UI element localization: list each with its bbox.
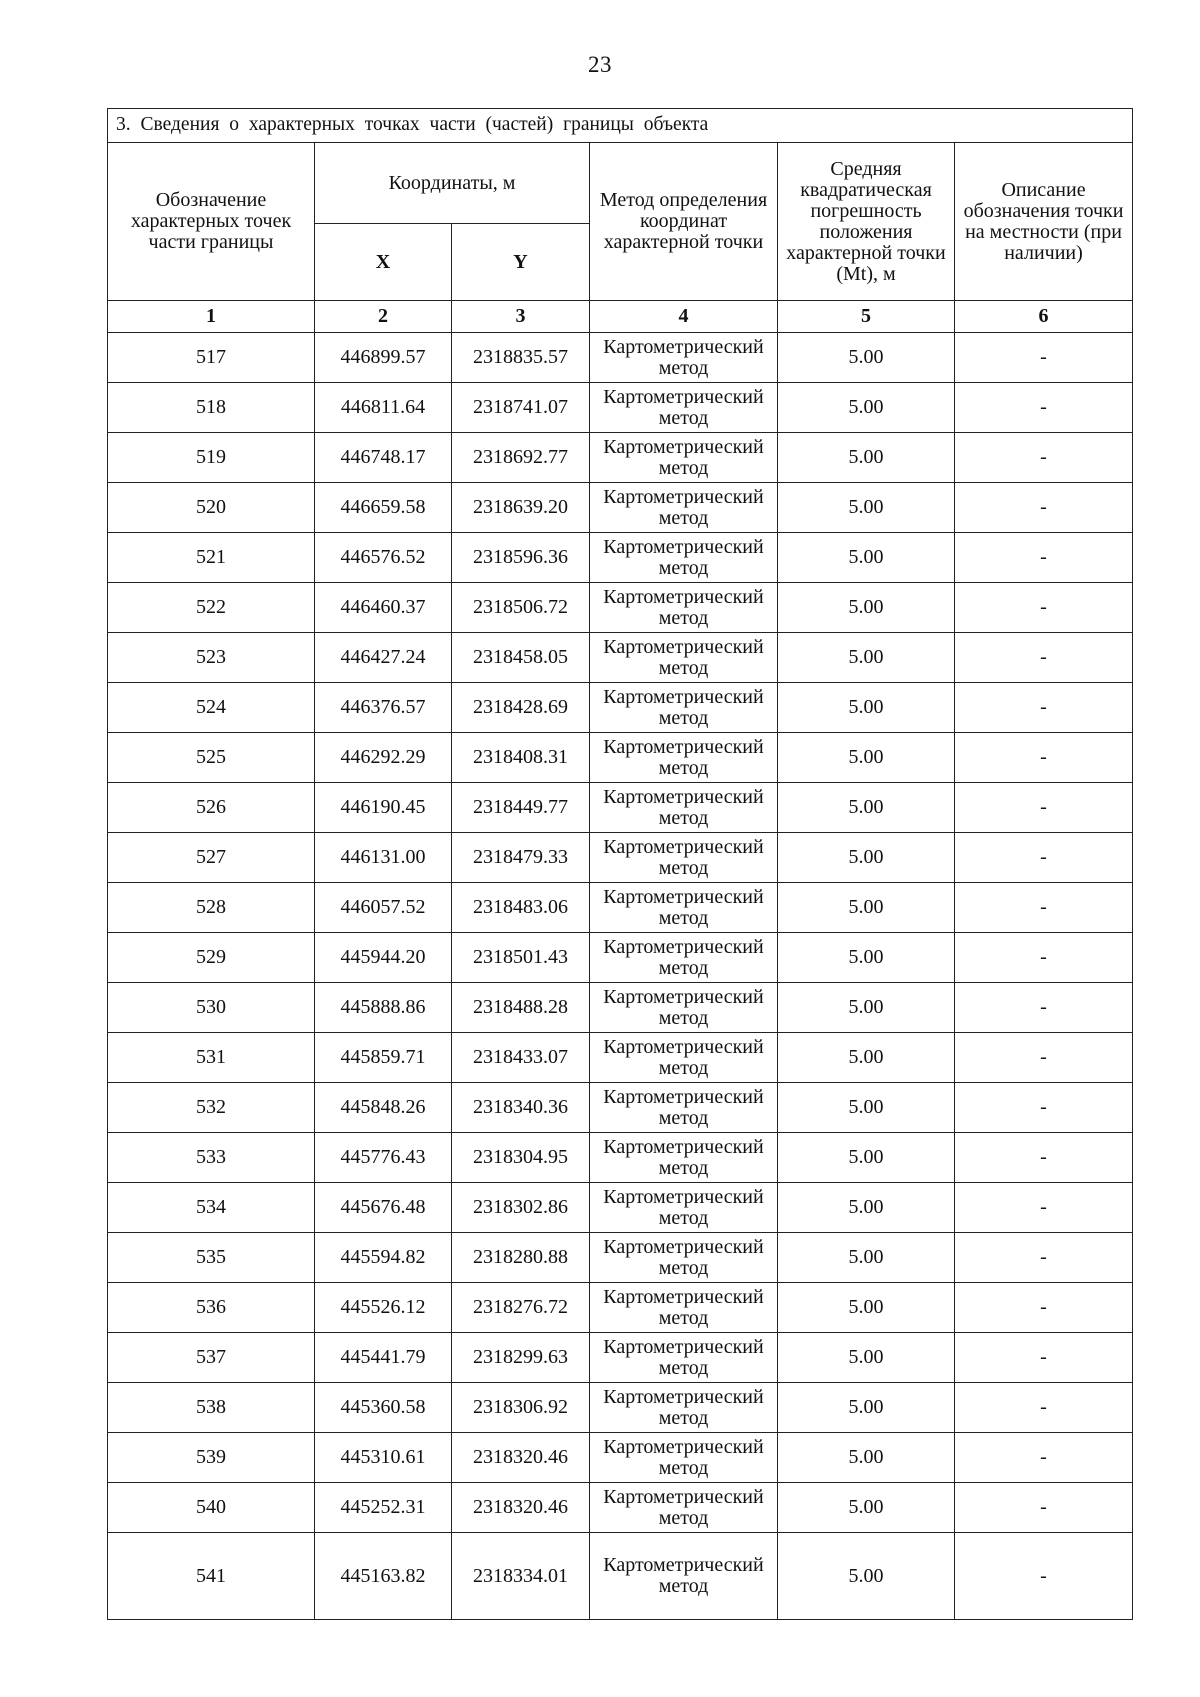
method-line-2: метод xyxy=(658,856,709,879)
method-line-2: метод xyxy=(658,1056,709,1079)
mt-value: 5.00 xyxy=(778,733,955,783)
table-row xyxy=(108,933,1133,983)
method-cell xyxy=(590,533,778,583)
method-line-1: Картометрический xyxy=(603,635,764,658)
header-y: Y xyxy=(452,224,590,301)
coord-x: 446131.00 xyxy=(315,833,452,883)
point-id: 528 xyxy=(108,883,315,933)
coord-x: 446576.52 xyxy=(315,533,452,583)
method-line-1: Картометрический xyxy=(603,1335,764,1358)
column-number: 6 xyxy=(955,301,1133,333)
method-line-1: Картометрический xyxy=(603,385,764,408)
description-value: - xyxy=(955,1233,1133,1283)
coord-x: 445252.31 xyxy=(315,1483,452,1533)
point-id: 541 xyxy=(108,1533,315,1620)
point-id: 525 xyxy=(108,733,315,783)
method-line-2: метод xyxy=(658,1156,709,1179)
point-id: 523 xyxy=(108,633,315,683)
point-id: 520 xyxy=(108,483,315,533)
coord-y: 2318449.77 xyxy=(452,783,590,833)
point-id: 535 xyxy=(108,1233,315,1283)
point-id: 533 xyxy=(108,1133,315,1183)
point-id: 521 xyxy=(108,533,315,583)
mt-value: 5.00 xyxy=(778,1433,955,1483)
description-value: - xyxy=(955,733,1133,783)
method-line-2: метод xyxy=(658,756,709,779)
method-line-2: метод xyxy=(658,656,709,679)
method-line-2: метод xyxy=(658,1575,709,1597)
point-id: 532 xyxy=(108,1083,315,1133)
coord-x: 446376.57 xyxy=(315,683,452,733)
coord-y: 2318304.95 xyxy=(452,1133,590,1183)
description-value: - xyxy=(955,1433,1133,1483)
table-row xyxy=(108,683,1133,733)
mt-value: 5.00 xyxy=(778,983,955,1033)
coord-x: 445441.79 xyxy=(315,1333,452,1383)
table-row xyxy=(108,1133,1133,1183)
description-value: - xyxy=(955,1333,1133,1383)
method-cell xyxy=(590,1083,778,1133)
method-line-2: метод xyxy=(658,806,709,829)
coord-x: 445676.48 xyxy=(315,1183,452,1233)
method-line-1: Картометрический xyxy=(603,1235,764,1258)
method-line-1: Картометрический xyxy=(603,1285,764,1308)
method-cell xyxy=(590,883,778,933)
table-row xyxy=(108,1333,1133,1383)
method-line-2: метод xyxy=(658,1356,709,1379)
coord-x: 445310.61 xyxy=(315,1433,452,1483)
header-designation: Обозначение характерных точек части границы xyxy=(108,143,315,301)
table-row xyxy=(108,633,1133,683)
method-line-2: метод xyxy=(658,906,709,929)
method-line-2: метод xyxy=(658,606,709,629)
table-row xyxy=(108,1483,1133,1533)
description-value: - xyxy=(955,833,1133,883)
coord-x: 445163.82 xyxy=(315,1533,452,1620)
boundary-points-table xyxy=(107,108,1133,1620)
table-row xyxy=(108,1233,1133,1283)
coord-x: 445859.71 xyxy=(315,1033,452,1083)
coord-x: 445594.82 xyxy=(315,1233,452,1283)
method-line-2: метод xyxy=(658,1206,709,1229)
point-id: 536 xyxy=(108,1283,315,1333)
method-cell xyxy=(590,433,778,483)
table-row xyxy=(108,1533,1133,1620)
table-row xyxy=(108,483,1133,533)
mt-value: 5.00 xyxy=(778,1383,955,1433)
mt-value: 5.00 xyxy=(778,783,955,833)
mt-value: 5.00 xyxy=(778,1133,955,1183)
header-error: Средняя квадратическая погрешность положения характерной точки (Mt), м xyxy=(778,143,955,301)
description-value: - xyxy=(955,1183,1133,1233)
method-line-2: метод xyxy=(658,1456,709,1479)
point-id: 537 xyxy=(108,1333,315,1383)
mt-value: 5.00 xyxy=(778,933,955,983)
mt-value: 5.00 xyxy=(778,383,955,433)
description-value: - xyxy=(955,883,1133,933)
method-line-2: метод xyxy=(658,506,709,529)
method-cell xyxy=(590,1383,778,1433)
table-row xyxy=(108,1383,1133,1433)
method-line-1: Картометрический xyxy=(603,1485,764,1508)
table-row xyxy=(108,533,1133,583)
coord-y: 2318306.92 xyxy=(452,1383,590,1433)
mt-value: 5.00 xyxy=(778,583,955,633)
method-cell xyxy=(590,983,778,1033)
description-value: - xyxy=(955,1033,1133,1083)
table-row xyxy=(108,383,1133,433)
table-row xyxy=(108,1033,1133,1083)
method-line-1: Картометрический xyxy=(603,1554,764,1576)
coord-y: 2318639.20 xyxy=(452,483,590,533)
method-cell xyxy=(590,1133,778,1183)
method-cell xyxy=(590,833,778,883)
method-cell xyxy=(590,383,778,433)
coord-y: 2318280.88 xyxy=(452,1233,590,1283)
column-number: 2 xyxy=(315,301,452,333)
point-id: 518 xyxy=(108,383,315,433)
header-description: Описание обозначения точки на местности (при наличии) xyxy=(955,143,1133,301)
coord-y: 2318334.01 xyxy=(452,1533,590,1620)
method-line-1: Картометрический xyxy=(603,1185,764,1208)
mt-value: 5.00 xyxy=(778,1333,955,1383)
coord-y: 2318483.06 xyxy=(452,883,590,933)
coord-x: 445360.58 xyxy=(315,1383,452,1433)
method-line-2: метод xyxy=(658,1406,709,1429)
coord-x: 445944.20 xyxy=(315,933,452,983)
column-number: 5 xyxy=(778,301,955,333)
point-id: 526 xyxy=(108,783,315,833)
point-id: 534 xyxy=(108,1183,315,1233)
method-line-2: метод xyxy=(658,1256,709,1279)
coord-y: 2318479.33 xyxy=(452,833,590,883)
coord-x: 446899.57 xyxy=(315,333,452,383)
coord-x: 446427.24 xyxy=(315,633,452,683)
coord-x: 446460.37 xyxy=(315,583,452,633)
table-row xyxy=(108,433,1133,483)
point-id: 522 xyxy=(108,583,315,633)
description-value: - xyxy=(955,1533,1133,1620)
column-number: 4 xyxy=(590,301,778,333)
method-cell xyxy=(590,633,778,683)
point-id: 540 xyxy=(108,1483,315,1533)
description-value: - xyxy=(955,1483,1133,1533)
table-row xyxy=(108,583,1133,633)
method-cell xyxy=(590,1533,778,1620)
coord-y: 2318506.72 xyxy=(452,583,590,633)
description-value: - xyxy=(955,583,1133,633)
description-value: - xyxy=(955,933,1133,983)
table-row xyxy=(108,1433,1133,1483)
column-number: 1 xyxy=(108,301,315,333)
section-title: 3. Сведения о характерных точках части (частей) границы объекта xyxy=(108,109,1133,143)
method-line-2: метод xyxy=(658,1506,709,1529)
coord-y: 2318408.31 xyxy=(452,733,590,783)
table-row xyxy=(108,783,1133,833)
method-line-1: Картометрический xyxy=(603,1085,764,1108)
method-line-1: Картометрический xyxy=(603,1035,764,1058)
method-line-1: Картометрический xyxy=(603,585,764,608)
point-id: 527 xyxy=(108,833,315,883)
table-row xyxy=(108,883,1133,933)
method-cell xyxy=(590,1183,778,1233)
method-line-2: метод xyxy=(658,556,709,579)
method-line-1: Картометрический xyxy=(603,1385,764,1408)
coord-y: 2318596.36 xyxy=(452,533,590,583)
coord-y: 2318488.28 xyxy=(452,983,590,1033)
coord-y: 2318741.07 xyxy=(452,383,590,433)
header-x: X xyxy=(315,224,452,301)
mt-value: 5.00 xyxy=(778,1283,955,1333)
coord-x: 446190.45 xyxy=(315,783,452,833)
point-id: 519 xyxy=(108,433,315,483)
method-line-2: метод xyxy=(658,1106,709,1129)
mt-value: 5.00 xyxy=(778,833,955,883)
method-line-1: Картометрический xyxy=(603,1435,764,1458)
point-id: 529 xyxy=(108,933,315,983)
table-row xyxy=(108,833,1133,883)
description-value: - xyxy=(955,383,1133,433)
method-line-2: метод xyxy=(658,1306,709,1329)
header-coordinates: Координаты, м xyxy=(315,143,590,224)
coord-y: 2318340.36 xyxy=(452,1083,590,1133)
method-line-1: Картометрический xyxy=(603,535,764,558)
coord-x: 446811.64 xyxy=(315,383,452,433)
method-line-1: Картометрический xyxy=(603,335,764,358)
description-value: - xyxy=(955,433,1133,483)
table-row xyxy=(108,333,1133,383)
column-number-row xyxy=(108,301,1133,333)
method-line-1: Картометрический xyxy=(603,785,764,808)
method-cell xyxy=(590,1283,778,1333)
mt-value: 5.00 xyxy=(778,1233,955,1283)
mt-value: 5.00 xyxy=(778,533,955,583)
method-cell xyxy=(590,1333,778,1383)
description-value: - xyxy=(955,783,1133,833)
mt-value: 5.00 xyxy=(778,1033,955,1083)
method-cell xyxy=(590,1433,778,1483)
method-cell xyxy=(590,1233,778,1283)
method-line-2: метод xyxy=(658,956,709,979)
method-cell xyxy=(590,583,778,633)
table-row xyxy=(108,1083,1133,1133)
point-id: 538 xyxy=(108,1383,315,1433)
coord-y: 2318501.43 xyxy=(452,933,590,983)
coord-y: 2318276.72 xyxy=(452,1283,590,1333)
mt-value: 5.00 xyxy=(778,633,955,683)
method-cell xyxy=(590,733,778,783)
method-line-2: метод xyxy=(658,406,709,429)
description-value: - xyxy=(955,1083,1133,1133)
point-id: 531 xyxy=(108,1033,315,1083)
mt-value: 5.00 xyxy=(778,1183,955,1233)
description-value: - xyxy=(955,1383,1133,1433)
coord-x: 446292.29 xyxy=(315,733,452,783)
method-line-1: Картометрический xyxy=(603,835,764,858)
method-line-1: Картометрический xyxy=(603,935,764,958)
column-number: 3 xyxy=(452,301,590,333)
method-cell xyxy=(590,783,778,833)
method-cell xyxy=(590,1483,778,1533)
description-value: - xyxy=(955,533,1133,583)
coord-x: 446659.58 xyxy=(315,483,452,533)
coord-x: 445848.26 xyxy=(315,1083,452,1133)
method-cell xyxy=(590,933,778,983)
point-id: 524 xyxy=(108,683,315,733)
header-method: Метод определения координат характерной точки xyxy=(590,143,778,301)
table-body xyxy=(108,333,1133,1620)
coord-y: 2318835.57 xyxy=(452,333,590,383)
mt-value: 5.00 xyxy=(778,683,955,733)
mt-value: 5.00 xyxy=(778,433,955,483)
coord-x: 445776.43 xyxy=(315,1133,452,1183)
description-value: - xyxy=(955,633,1133,683)
method-line-2: метод xyxy=(658,706,709,729)
method-line-2: метод xyxy=(658,456,709,479)
table-row xyxy=(108,983,1133,1033)
mt-value: 5.00 xyxy=(778,883,955,933)
method-cell xyxy=(590,483,778,533)
method-line-1: Картометрический xyxy=(603,435,764,458)
description-value: - xyxy=(955,333,1133,383)
method-line-1: Картометрический xyxy=(603,685,764,708)
method-line-2: метод xyxy=(658,356,709,379)
coord-y: 2318299.63 xyxy=(452,1333,590,1383)
method-cell xyxy=(590,683,778,733)
table-row xyxy=(108,733,1133,783)
coord-y: 2318428.69 xyxy=(452,683,590,733)
point-id: 539 xyxy=(108,1433,315,1483)
mt-value: 5.00 xyxy=(778,1083,955,1133)
method-cell xyxy=(590,1033,778,1083)
coord-x: 446748.17 xyxy=(315,433,452,483)
mt-value: 5.00 xyxy=(778,333,955,383)
mt-value: 5.00 xyxy=(778,1483,955,1533)
method-line-1: Картометрический xyxy=(603,1135,764,1158)
description-value: - xyxy=(955,683,1133,733)
mt-value: 5.00 xyxy=(778,483,955,533)
coord-y: 2318433.07 xyxy=(452,1033,590,1083)
method-cell xyxy=(590,333,778,383)
point-id: 517 xyxy=(108,333,315,383)
table-row xyxy=(108,1283,1133,1333)
method-line-1: Картометрический xyxy=(603,735,764,758)
description-value: - xyxy=(955,1283,1133,1333)
coord-x: 446057.52 xyxy=(315,883,452,933)
description-value: - xyxy=(955,483,1133,533)
coord-x: 445888.86 xyxy=(315,983,452,1033)
coord-y: 2318320.46 xyxy=(452,1483,590,1533)
coord-x: 445526.12 xyxy=(315,1283,452,1333)
coord-y: 2318320.46 xyxy=(452,1433,590,1483)
mt-value: 5.00 xyxy=(778,1533,955,1620)
description-value: - xyxy=(955,1133,1133,1183)
method-line-1: Картометрический xyxy=(603,485,764,508)
method-line-1: Картометрический xyxy=(603,985,764,1008)
coord-y: 2318692.77 xyxy=(452,433,590,483)
coord-y: 2318302.86 xyxy=(452,1183,590,1233)
method-line-2: метод xyxy=(658,1006,709,1029)
coord-y: 2318458.05 xyxy=(452,633,590,683)
description-value: - xyxy=(955,983,1133,1033)
method-line-1: Картометрический xyxy=(603,885,764,908)
page-number: 23 xyxy=(588,52,612,77)
table-row xyxy=(108,1183,1133,1233)
point-id: 530 xyxy=(108,983,315,1033)
